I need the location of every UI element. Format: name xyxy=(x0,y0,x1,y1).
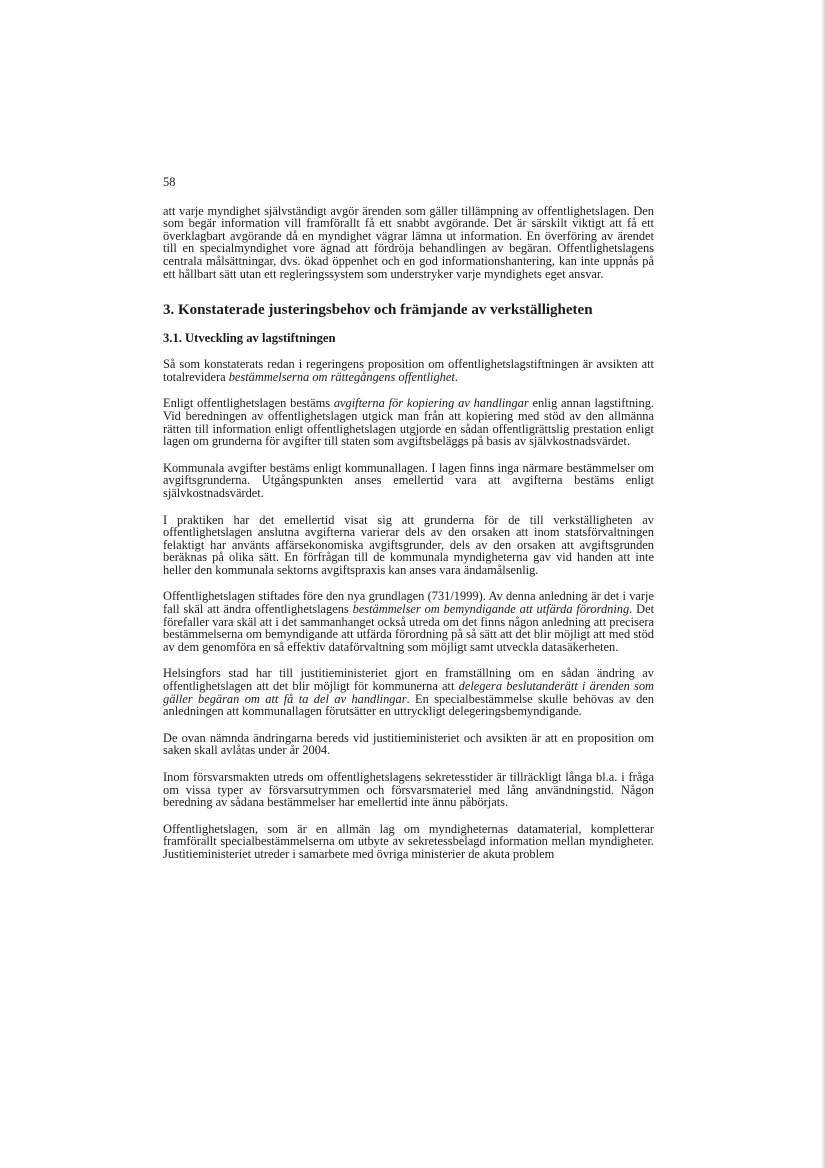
paragraph-6-text: Helsingfors stad har till justitieministeriet gjort en framställning om en sådan ändring av offentlighetslagen att det blir möjligt för kommunerna att xyxy=(163,666,654,694)
paragraph-6 xyxy=(163,667,654,717)
paragraph-1 xyxy=(163,358,654,383)
paragraph-2-text: Enligt offentlighetslagen bestäms xyxy=(163,396,334,411)
paragraph-5-text: Offentlighetslagen stiftades före den nya grundlagen (731/1999). Av denna anledning är det i varje fall skäl att ändra offentlighetslagens xyxy=(163,589,654,617)
paragraph-5-emphasis: bestämmelser om bemyndigande att utfärda förordning xyxy=(352,602,630,617)
paragraph-1-end: . xyxy=(454,369,458,384)
paragraph-8: Inom försvarsmakten utreds om offentlighetslagens sekretesstider är tillräckligt långa bl.a. i fråga om vissa typer av försvarsutrymmen och försvarsmateriel med lång användningstid. Någon beredning av sådana bestämmelser har emellertid inte ännu påbörjats. xyxy=(163,770,654,810)
paragraph-1-text: Så som konstaterats redan i regeringens proposition om offentlighetslagstiftningen är avsikten att totalrevidera xyxy=(163,357,654,384)
paragraph-5-end: . Det förefaller vara skäl att i det sammanhanget också utreda om det finns någon anledning att precisera bestämmelserna om bemyndigande att utfärda förordning på så sätt att det blir möjligt att med stöd av dem genomföra en så effektiv dataförvaltning som möjligt samt utveckla datasäkerheten. xyxy=(163,602,655,654)
paragraph-1-emphasis: bestämmelserna om rättegångens offentlighet xyxy=(228,369,455,384)
paragraph-6-emphasis: delegera beslutanderätt i ärenden som gäller begäran om att få ta del av handlingar xyxy=(163,679,654,706)
paragraph-9: Offentlighetslagen, som är en allmän lag om myndigheternas datamaterial, kompletterar framförallt specialbestämmelserna om utbyte av sekretessbelagd information mellan myndigheter. Justitieministeriet utreder i samarbete med övriga ministerier de akuta problem xyxy=(163,821,654,861)
paragraph-6-end: . En specialbestämmelse skulle behövas av den anledningen att kommunallagen förutsätter en uttryckligt delegeringsbemyndigande. xyxy=(163,691,654,719)
intro-paragraph: att varje myndighet självständigt avgör ärenden som gäller tillämpning av offentlighetslagen. Den som begär information vill framförallt få ett snabbt avgörande. Det är särskilt viktigt att få ett överklagbart avgörande då en myndighet vägrar lämna ut information. En överföring av ärendet till en specialmyndighet vore ägnad att fördröja behandlingen av begäran. Offentlighetslagens centrala målsättningar, dvs. ökad öppenhet och en god informationshantering, kan inte uppnås på ett hållbart sätt utan ett regleringssystem som understryker varje myndighets eget ansvar. xyxy=(163,203,654,281)
paragraph-2 xyxy=(163,397,654,447)
paragraph-7: De ovan nämnda ändringarna bereds vid justitieministeriet och avsikten är att en proposition om saken skall avlåtas under år 2004. xyxy=(163,730,654,758)
paragraph-2-emphasis: avgifterna för kopiering av handlingar xyxy=(333,396,529,411)
paragraph-4: I praktiken har det emellertid visat sig att grunderna för de till verkställigheten av offentlighetslagen anslutna avgifterna varierar dels av den orsaken att inom statsförvaltningen felaktigt har använts affärsekonomiska avgiftsgrunder, dels av den orsaken att avgiftsgrunden beräknas på olika sätt. En förfrågan till de kommunala myndigheterna gav vid handen att inte heller den kommunala sektorns avgiftspraxis kan anses vara ändamålsenlig. xyxy=(163,512,654,577)
paragraph-2-end: enlig annan lagstiftning. Vid beredningen av offentlighetslagen utgick man från att kopiering med stöd av den allmänna rätten till information enligt offentlighetslagen utgjorde en sådan offentligrättslig prestation enligt lagen om grunderna för avgifter till staten som avgiftsbeläggs på basis av självkostnadsvärdet. xyxy=(163,396,654,449)
scan-edge xyxy=(821,0,825,1168)
paragraph-5 xyxy=(163,590,654,653)
page-number: 58 xyxy=(163,175,176,189)
page-content xyxy=(163,176,654,875)
section-heading: 3. Konstaterade justeringsbehov och främjande av verkställigheten xyxy=(163,302,593,319)
paragraph-3: Kommunala avgifter bestäms enligt kommunallagen. I lagen finns inga närmare bestämmelser om avgiftsgrunderna. Utgångspunkten anses emellertid vara att avgifterna bestäms enligt självkostnadsvärdet. xyxy=(163,460,654,500)
subsection-heading: 3.1. Utveckling av lagstiftningen xyxy=(163,331,336,346)
